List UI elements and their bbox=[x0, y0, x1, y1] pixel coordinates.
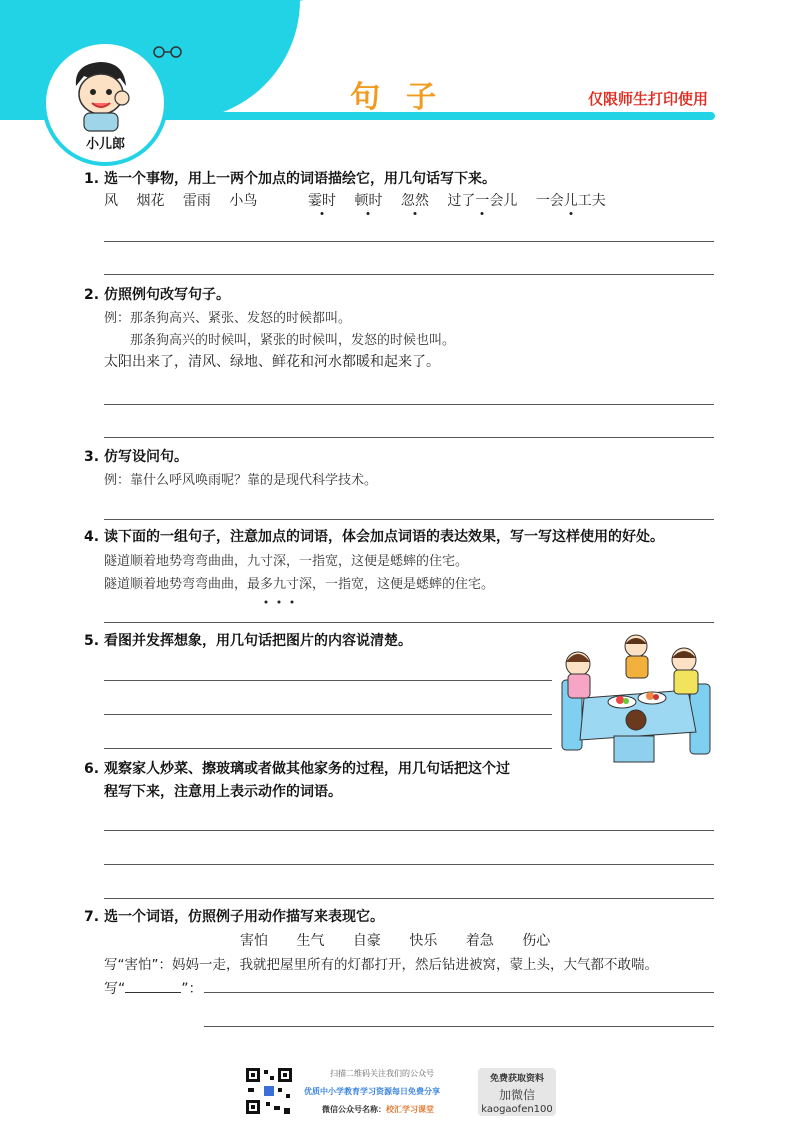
answer-line[interactable] bbox=[104, 830, 714, 831]
emotion-word: 自豪 bbox=[352, 933, 381, 949]
question-6-line-2: 程写下来，注意用上表示动作的词语。 bbox=[104, 784, 342, 800]
answer-line[interactable] bbox=[104, 437, 714, 438]
answer-line[interactable] bbox=[104, 864, 714, 865]
header-decoration-strip bbox=[0, 0, 800, 12]
glasses-icon bbox=[152, 44, 184, 63]
add-wechat-label: 加微信 bbox=[498, 1088, 535, 1102]
question-number: 4. bbox=[84, 529, 100, 545]
answer-line[interactable] bbox=[104, 898, 714, 899]
answer-line[interactable] bbox=[204, 1026, 714, 1027]
answer-line[interactable] bbox=[104, 748, 552, 749]
question-prompt: 仿写设问句。 bbox=[104, 449, 188, 465]
question-4 bbox=[84, 526, 664, 546]
thing-word: 雷雨 bbox=[182, 193, 211, 209]
thing-word: 风 bbox=[104, 193, 118, 209]
question-number: 6. bbox=[84, 761, 100, 777]
answer-line[interactable] bbox=[104, 241, 714, 242]
q2-example-1: 例：那条狗高兴、紧张、发怒的时候都叫。 bbox=[104, 311, 352, 326]
emotion-word: 快乐 bbox=[409, 933, 438, 949]
question-prompt: 看图并发挥想象，用几句话把图片的内容说清楚。 bbox=[104, 633, 412, 649]
wechat-box[interactable] bbox=[478, 1068, 556, 1116]
account-label: 微信公众号名称： bbox=[322, 1105, 386, 1114]
write-prefix: 写“ bbox=[104, 981, 126, 997]
wechat-id: kaogaofen100 bbox=[481, 1104, 553, 1115]
boy-mascot-icon bbox=[66, 56, 136, 132]
dotted-word: 过了一会儿 bbox=[447, 190, 517, 210]
thing-word: 小鸟 bbox=[229, 193, 258, 209]
dotted-word: 忽然 bbox=[401, 190, 429, 210]
question-prompt: 仿照例句改写句子。 bbox=[104, 287, 230, 303]
question-1 bbox=[84, 168, 496, 188]
question-number: 5. bbox=[84, 633, 100, 649]
question-prompt: 选一个词语，仿照例子用动作描写来表现它。 bbox=[104, 909, 384, 925]
emotion-word: 害怕 bbox=[240, 933, 268, 949]
q4-sentence-1: 隧道顺着地势弯弯曲曲，九寸深，一指宽，这便是蟋蟀的住宅。 bbox=[104, 554, 469, 569]
free-materials-label: 免费获取资料 bbox=[489, 1074, 544, 1084]
emotion-word: 生气 bbox=[296, 933, 325, 949]
q1-things bbox=[104, 190, 271, 210]
footer-scan-text: 扫描二维码关注我们的公众号 bbox=[330, 1069, 434, 1078]
question-7 bbox=[84, 906, 384, 926]
question-6 bbox=[84, 758, 510, 778]
question-2 bbox=[84, 284, 230, 304]
dotted-word: 一会儿工夫 bbox=[536, 190, 606, 210]
answer-line[interactable] bbox=[104, 274, 714, 275]
q7-word-list bbox=[240, 930, 550, 950]
dotted-word: 霎时 bbox=[308, 190, 336, 210]
dotted-word: 顿时 bbox=[354, 190, 382, 210]
answer-line[interactable] bbox=[104, 519, 714, 520]
q2-task: 太阳出来了，清风、绿地、鲜花和河水都暖和起来了。 bbox=[104, 354, 440, 370]
q4-sentence-2: 隧道顺着地势弯弯曲曲，最多九寸深，一指宽，这便是蟋蟀的住宅。 bbox=[104, 577, 495, 592]
answer-line[interactable] bbox=[104, 404, 714, 405]
chosen-word-blank[interactable] bbox=[125, 992, 181, 993]
q1-dotted-words bbox=[308, 190, 620, 210]
question-number: 3. bbox=[84, 449, 100, 465]
account-name: 校汇学习课堂 bbox=[386, 1105, 434, 1114]
usage-restriction: 仅限师生打印使用 bbox=[588, 90, 709, 108]
q7-write-line bbox=[104, 978, 203, 998]
family-dinner-illustration bbox=[556, 628, 716, 764]
question-prompt: 选一个事物，用上一两个加点的词语描绘它，用几句话写下来。 bbox=[104, 171, 496, 187]
emphasis-dots bbox=[263, 590, 295, 609]
question-prompt: 观察家人炒菜、擦玻璃或者做其他家务的过程，用几句话把这个过 bbox=[104, 761, 510, 777]
footer-share-text: 优质中小学教育学习资源每日免费分享 bbox=[304, 1087, 440, 1096]
footer-account bbox=[322, 1104, 434, 1115]
brand-label: 小儿郎 bbox=[86, 137, 126, 152]
write-suffix: ”： bbox=[181, 981, 203, 997]
question-prompt: 读下面的一组句子，注意加点的词语，体会加点词语的表达效果，写一写这样使用的好处。 bbox=[104, 529, 664, 545]
answer-line[interactable] bbox=[204, 992, 714, 993]
answer-line[interactable] bbox=[104, 680, 552, 681]
q2-example-2: 那条狗高兴的时候叫，紧张的时候叫，发怒的时候也叫。 bbox=[130, 333, 456, 348]
question-number: 7. bbox=[84, 909, 100, 925]
emotion-word: 着急 bbox=[465, 933, 494, 949]
thing-word: 烟花 bbox=[136, 193, 165, 209]
qr-code-icon[interactable] bbox=[244, 1066, 294, 1116]
question-number: 1. bbox=[84, 171, 100, 187]
question-number: 2. bbox=[84, 287, 100, 303]
q3-example: 例：靠什么呼风唤雨呢？靠的是现代科学技术。 bbox=[104, 473, 378, 488]
q7-example: 写“害怕”：妈妈一走，我就把屋里所有的灯都打开，然后钻进被窝，蒙上头，大气都不敢喘。 bbox=[104, 957, 658, 973]
answer-line[interactable] bbox=[104, 714, 552, 715]
question-3 bbox=[84, 446, 188, 466]
answer-line[interactable] bbox=[104, 622, 714, 623]
emotion-word: 伤心 bbox=[522, 933, 551, 949]
question-5 bbox=[84, 630, 412, 650]
page-title: 句子 bbox=[350, 80, 462, 115]
